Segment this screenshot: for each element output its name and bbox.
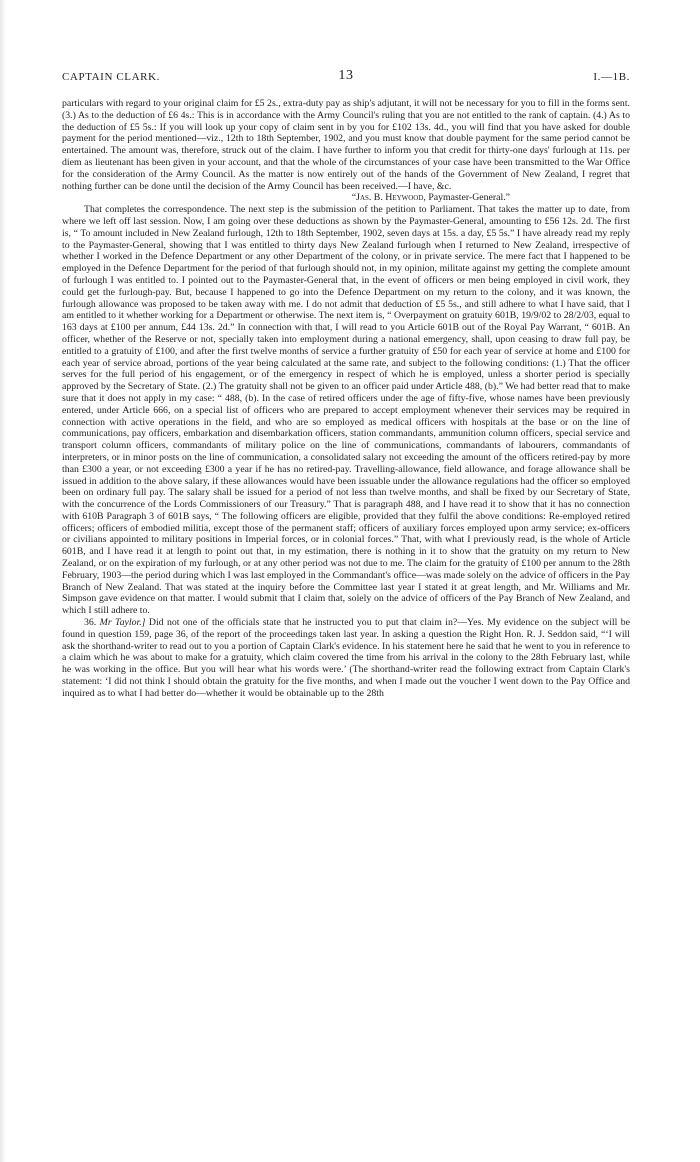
page-edge <box>0 0 6 1162</box>
paragraph-letter: particulars with regard to your original claim for £5 2s., extra-duty pay as ship's adjutant, it will not be necessary for you to fill in the forms sent. (3.) As to the deduction of £6 4s.: This is in accordance with the Army Council's ruling that you are not entitled to the rank of captain. (4.) As to the deduction of £5 5s.: If you will look up your copy of claim sent in by you for £102 13s. 4d., you will find that you have asked for double payment for the period mentioned—viz., 12th to 18th September, 1902, and you must know that double payment for the same period cannot be entertained. The amount was, therefore, struck out of the claim. I have further to inform you that credit for thirty-one days' furlough at 11s. per diem as lieutenant has been given in your account, and that the whole of the circumstances of your case have been transmitted to the War Office for the consideration of the Army Council. As the matter is now entirely out of the hands of the Government of New Zealand, I regret that nothing further can be done until the decision of the Army Council has been received.—I have, &c. <box>62 98 630 192</box>
header-right: I.—1B. <box>593 71 630 83</box>
paragraph-question-36 <box>62 617 630 700</box>
signature-line <box>62 192 630 204</box>
question-speaker: Mr Taylor.] <box>99 617 146 629</box>
document-body <box>62 98 630 700</box>
question-number: 36. <box>84 617 97 629</box>
document-page <box>62 0 630 1162</box>
signature-name: “Jas. B. Heywood, <box>351 192 426 204</box>
question-text: Did not one of the officials state that he instructed you to put that claim in?—Yes. My evidence on the subject will be found in question 159, page 36, of the report of the proceedings taken last year. In asking a question the Right Hon. R. J. Seddon said, “‘I will ask the shorthand-writer to read out to you a portion of Captain Clark's evidence. In his statement here he said that he went to you in reference to a claim which he was about to make for a gratuity, which claim covered the time from his arrival in the colony to the 28th February last, while he was working in the office. But you will hear what his words were.’ (The shorthand-writer read the following extract from Captain Clark's statement: ‘I did not think I should obtain the gratuity for the five months, and when I made out the voucher I went down to the Pay Office and inquired as to what I had better do—whether it would be obtainable up to the 28th <box>62 617 631 699</box>
paragraph-deductions: That completes the correspondence. The next step is the submission of the petition to Parliament. That takes the matter up to date, from where we left off last session. Now, I am going over these deductions as shown by the Paymaster-General, amounting to £56 12s. 2d. The first is, “ To amount included in New Zealand furlough, 12th to 18th September, 1902, seven days at 15s. a day, £5 5s.” I have already read my reply to the Paymaster-General, showing that I was entitled to thirty days New Zealand furlough when I returned to New Zealand, irrespective of whether I worked in the Defence Department or any other Department of the colony, or in private service. The mere fact that I happened to be employed in the Defence Department for the period of that furlough should not, in my opinion, militate against my getting the complete amount of furlough I was entitled to. I pointed out to the Paymaster-General that, in the event of officers or men being employed in civil work, they could get the furlough-pay. But, because I happened to go into the Defence Department on my return to the colony, and it was known, the furlough allowance was proposed to be taken away with me. I do not admit that deduction of £5 5s., and still adhere to what I have said, that I am entitled to it whether working for a Department or otherwise. The next item is, “ Overpayment on gratuity 601B, 19/9/02 to 28/2/03, equal to 163 days at £100 per annum, £44 13s. 2d.” In connection with that, I will read to you Article 601B out of the Royal Pay Warrant, “ 601B. An officer, whether of the Reserve or not, specially taken into employment during a national emergency, shall, upon ceasing to draw full pay, be entitled to a gratuity of £100, and after the first twelve months of service a further gratuity of £50 for each year of service at home and £100 for each year of service abroad, portions of the year being calculated at the same rate, and subject to the following conditions: (1.) That the officer serves for the full period of his engagement, or of the emergency in respect of which he is employed, unless a shorter period is specially approved by the Secretary of State. (2.) The gratuity shall not be given to an officer paid under Article 488, (b).” We had better read that to make sure that it does not apply in my case: “ 488, (b). In the case of retired officers under the age of fifty-five, whose names have been previously entered, under Article 666, on a special list of officers who are prepared to accept employment whenever their services may be required in connection with active operations in the field, and who are so employed as medical officers with hospitals at the base or on the line of communications, pay officers, embarkation and disembarkation officers, station commandants, ammunition column officers, special service and transport column officers, commandants of military police on the line of communications, commandants of labourers, commandants of interpreters, or in minor posts on the line of communication, a consolidated salary not exceeding the amount of the officers retired-pay by more than £300 a year, or not exceeding £300 a year if he has no retired-pay. Travelling-allowance, field allowance, and forage allowance shall be issued in addition to the above salary, if these allowances would have been issuable under the allowance regulations had the officer so employed been on ordinary full pay. The salary shall be issued for a period of not less than twelve months, and shall be fixed by our Secretary of State, with the concurrence of the Lords Commissioners of our Treasury.” That is paragraph 488, and I have read it to show that it has no connection with 610B Paragraph 3 of 601B says, “ The following officers are eligible, provided that they fulfil the above conditions: Re-employed retired officers; officers of embodied militia, except those of the permanent staff; officers of auxiliary forces employed upon army service; ex-officers or civilians appointed to military positions in Imperial forces, or in colonial forces.” That, with what I previously read, is the whole of Article 601B, and I have read it at length to point out that, in my estimation, there is nothing in it to show that the gratuity on my return to New Zealand, or on the expiration of my furlough, or at any other period was not due to me. The claim for the gratuity of £100 per annum to the 28th February, 1903—the period during which I was last employed in the Commandant's office—was made solely on the advice of officers in the Pay Branch of New Zealand. That was stated at the inquiry before the Committee last year I stated it at great length, and Mr. Williams and Mr. Simpson gave evidence on that matter. I would submit that I claim that, solely on the advice of officers of the Pay Branch of New Zealand, and which I still adhere to. <box>62 204 630 617</box>
signature-title: Paymaster-General.” <box>425 192 510 204</box>
header-left: CAPTAIN CLARK. <box>62 71 160 83</box>
page-number: 13 <box>338 68 354 83</box>
running-header <box>62 68 630 89</box>
